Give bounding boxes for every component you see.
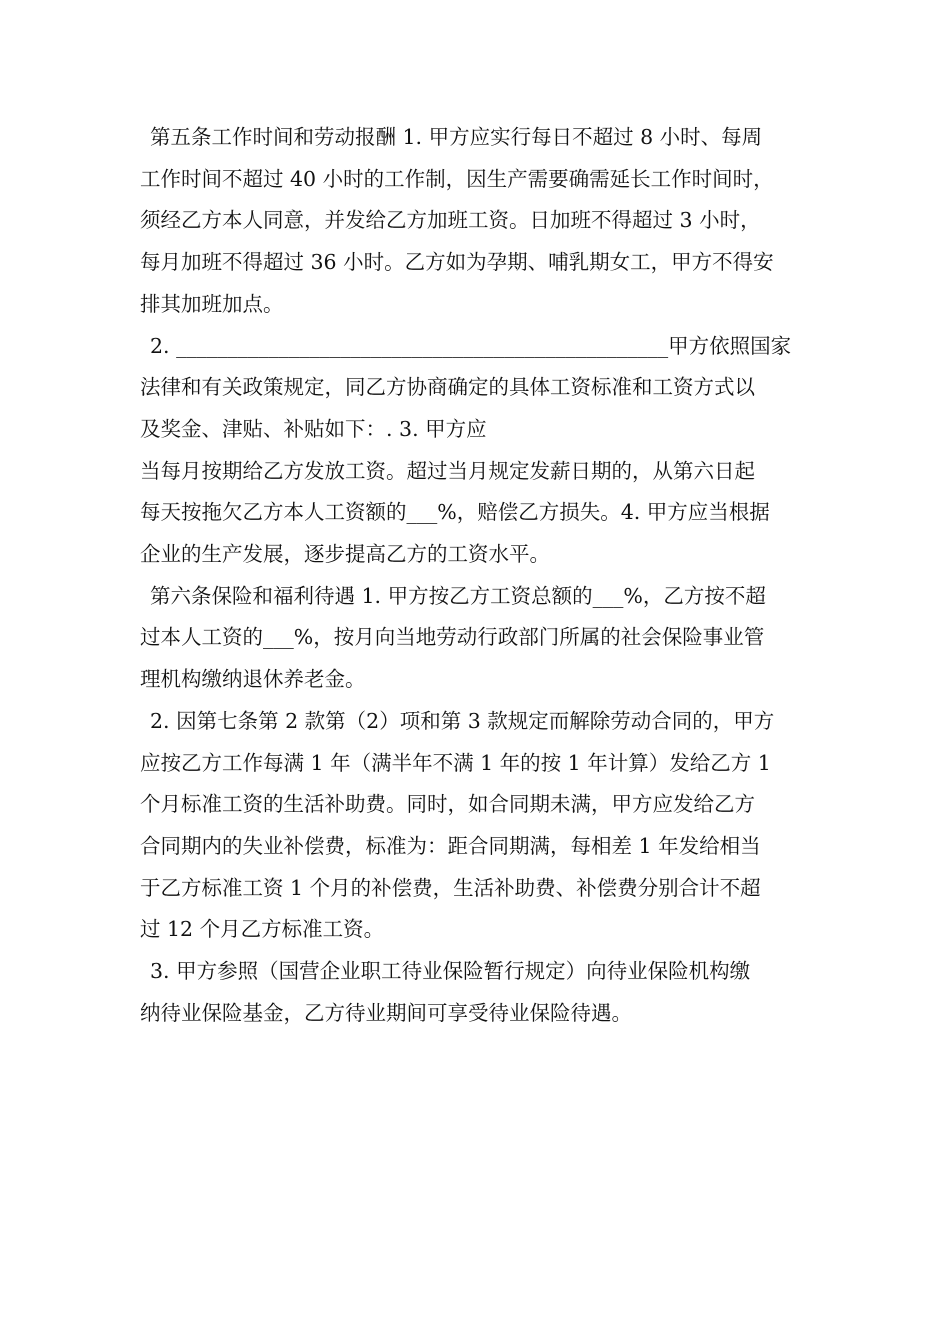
text-line: 第五条工作时间和劳动报酬 1. 甲方应实行每日不超过 8 小时、每周: [150, 125, 763, 149]
text-line: 须经乙方本人同意，并发给乙方加班工资。日加班不得超过 3 小时，: [140, 208, 761, 233]
paragraph-article-5-working-hours: [140, 117, 820, 326]
text-line: 法律和有关政策规定，同乙方协商确定的具体工资标准和工资方式以: [140, 375, 755, 400]
text-line: 理机构缴纳退休养老金。: [140, 667, 366, 692]
text-line: 纳待业保险基金，乙方待业期间可享受待业保险待遇。: [140, 1000, 632, 1025]
text-line: 过本人工资的___%，按月向当地劳动行政部门所属的社会保险事业管: [140, 625, 765, 650]
text-line: 每天按拖欠乙方本人工资额的___%，赔偿乙方损失。4. 甲方应当根据: [140, 500, 770, 525]
text-line: 2. 因第七条第 2 款第（2）项和第 3 款规定而解除劳动合同的，甲方: [150, 708, 775, 733]
text-line: 每月加班不得超过 36 小时。乙方如为孕期、哺乳期女工，甲方不得安: [140, 250, 774, 275]
text-line: 工作时间不超过 40 小时的工作制，因生产需要确需延长工作时间时，: [140, 166, 774, 191]
paragraph-article-6-item-3-unemployment: [140, 951, 820, 1034]
paragraph-article-6-insurance: [140, 576, 820, 701]
text-line: 第六条保险和福利待遇 1. 甲方按乙方工资总额的___%，乙方按不超: [150, 583, 766, 608]
text-line: 应按乙方工作每满 1 年（满半年不满 1 年的按 1 年计算）发给乙方 1: [140, 750, 771, 775]
text-line: 2. ________________________________________________甲方依照国家: [150, 333, 792, 358]
text-line: 及奖金、津贴、补贴如下：. 3. 甲方应: [140, 416, 487, 441]
document-page: [140, 117, 820, 1034]
paragraph-article-5-item-3-4-payment: [140, 451, 820, 576]
text-line: 当每月按期给乙方发放工资。超过当月规定发薪日期的，从第六日起: [140, 458, 755, 483]
text-line: 排其加班加点。: [140, 291, 284, 316]
text-line: 于乙方标准工资 1 个月的补偿费，生活补助费、补偿费分别合计不超: [140, 875, 761, 900]
text-line: 企业的生产发展，逐步提高乙方的工资水平。: [140, 542, 550, 567]
text-line: 过 12 个月乙方标准工资。: [140, 917, 385, 942]
text-line: 个月标准工资的生活补助费。同时，如合同期未满，甲方应发给乙方: [140, 792, 755, 817]
paragraph-article-5-item-2-wages: [140, 326, 820, 451]
text-line: 3. 甲方参照（国营企业职工待业保险暂行规定）向待业保险机构缴: [150, 959, 751, 984]
text-line: 合同期内的失业补偿费，标准为：距合同期满，每相差 1 年发给相当: [140, 833, 761, 858]
paragraph-article-6-item-2-compensation: [140, 701, 820, 951]
